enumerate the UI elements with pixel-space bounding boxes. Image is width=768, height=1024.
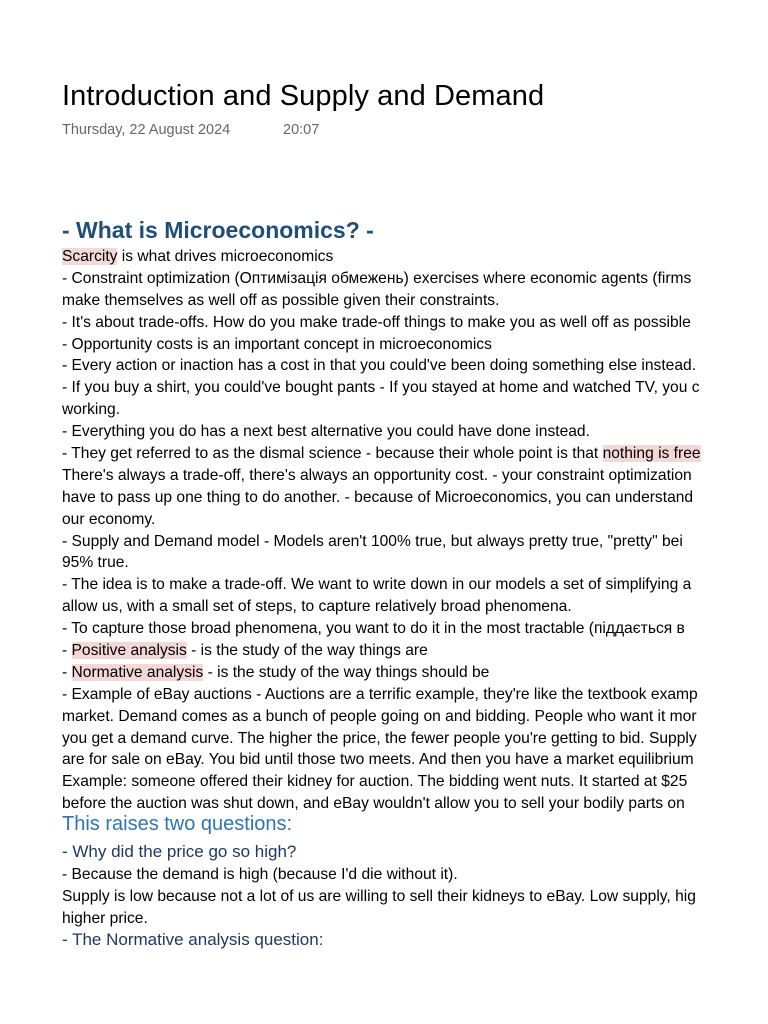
line-text: have to pass up one thing to do another. - because of Microeconomics, you can understand — [62, 488, 694, 506]
line-text: - If you buy a shirt, you could've bought pants - If you stayed at home and watched TV, you c — [62, 379, 700, 397]
line-text: There's always a trade-off, there's always an opportunity cost. - your constraint optimization — [62, 466, 692, 484]
normative-question-heading: - The Normative analysis question: — [62, 930, 324, 949]
text-line: higher price. — [62, 909, 148, 927]
line-text: working. — [62, 401, 121, 419]
text-line — [62, 290, 768, 312]
line-text: market. Demand comes as a bunch of people going on and bidding. People who want it mor — [62, 707, 697, 725]
text-line — [62, 443, 768, 465]
text-line — [62, 662, 768, 684]
question-heading: - Why did the price go so high? — [62, 842, 297, 861]
line-text: - The idea is to make a trade-off. We want to write down in our models a set of simplifying a — [62, 576, 692, 594]
text-line — [62, 268, 768, 290]
text-line — [62, 312, 768, 334]
line-text: our economy. — [62, 510, 156, 528]
line-text: - Every action or inaction has a cost in that you could've been doing something else instead. — [62, 357, 697, 375]
line-text: - — [62, 642, 72, 660]
line-text: - It's about trade-offs. How do you make trade-off things to make you as well off as possible — [62, 313, 691, 331]
line-text: - is the study of the way things should be — [203, 663, 490, 681]
line-text: - Constraint optimization (Оптимізація обмежень) exercises where economic agents (firms — [62, 269, 692, 287]
line-text: - Supply and Demand model - Models aren't 100% true, but always pretty true, "pretty" bei — [62, 532, 683, 550]
text-line — [62, 246, 768, 268]
page-title: Introduction and Supply and Demand — [62, 80, 545, 112]
note-date: Thursday, 22 August 2024 — [62, 122, 231, 138]
text-line — [62, 509, 768, 531]
sub-heading: This raises two questions: — [62, 813, 293, 835]
text-line — [62, 355, 768, 377]
text-line — [62, 399, 768, 421]
text-line — [62, 640, 768, 662]
text-line — [62, 684, 768, 706]
line-text: are for sale on eBay. You bid until those two meets. And then you have a market equilibrium — [62, 751, 694, 769]
text-line — [62, 377, 768, 399]
line-text: you get a demand curve. The higher the price, the fewer people you're getting to bid. Supply — [62, 729, 697, 747]
line-text: - is the study of the way things are — [186, 642, 428, 660]
text-line — [62, 487, 768, 509]
line-text: - — [62, 663, 72, 681]
text-line — [62, 574, 768, 596]
text-line — [62, 531, 768, 553]
text-line — [62, 706, 768, 728]
text-line: Supply is low because not a lot of us are willing to sell their kidneys to eBay. Low supply, hig — [62, 887, 696, 905]
text-line — [62, 793, 768, 815]
line-text: before the auction was shut down, and eBay wouldn't allow you to sell your bodily parts on — [62, 795, 685, 813]
text-line — [62, 596, 768, 618]
text-line: - Because the demand is high (because I'd die without it). — [62, 866, 458, 883]
section-heading: - What is Microeconomics? - — [62, 217, 374, 243]
line-text: Example: someone offered their kidney for auction. The bidding went nuts. It started at $25 — [62, 773, 688, 791]
text-line — [62, 749, 768, 771]
note-body — [62, 246, 768, 815]
line-text: - Everything you do has a next best alternative you could have done instead. — [62, 423, 590, 441]
text-line — [62, 421, 768, 443]
line-text: - Opportunity costs is an important concept in microeconomics — [62, 335, 492, 353]
note-time: 20:07 — [283, 122, 320, 138]
text-line — [62, 334, 768, 356]
text-line — [62, 552, 768, 574]
line-text: - Example of eBay auctions - Auctions are a terrific example, they're like the textbook examp — [62, 685, 698, 703]
line-text: make themselves as well off as possible given their constraints. — [62, 291, 500, 309]
highlighted-term: Positive analysis — [71, 642, 187, 660]
highlighted-term: Scarcity — [62, 248, 118, 265]
line-text: - They get referred to as the dismal science - because their whole point is that — [62, 445, 603, 463]
line-text: allow us, with a small set of steps, to capture relatively broad phenomena. — [62, 598, 572, 616]
text-line — [62, 728, 768, 750]
text-line — [62, 465, 768, 487]
highlighted-term: Normative analysis — [71, 663, 204, 681]
line-text: 95% true. — [62, 554, 129, 572]
line-text: is what drives microeconomics — [117, 248, 334, 265]
text-line — [62, 618, 768, 640]
answer-body — [62, 864, 768, 930]
line-text: - To capture those broad phenomena, you want to do it in the most tractable (піддається в — [62, 620, 685, 638]
text-line — [62, 771, 768, 793]
highlighted-term: nothing is free — [602, 445, 701, 463]
